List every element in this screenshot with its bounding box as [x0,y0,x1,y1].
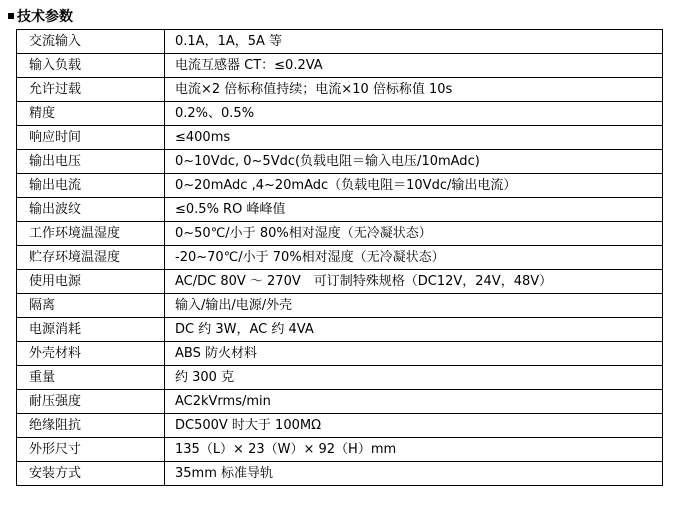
spec-label: 重量 [17,366,165,390]
spec-table [16,29,663,486]
spec-label: 输出电压 [17,150,165,174]
spec-value: 0.2%、0.5% [165,102,663,126]
spec-value: -20~70℃/小于 70%相对湿度（无冷凝状态） [165,246,663,270]
spec-value: 约 300 克 [165,366,663,390]
spec-label: 贮存环境温湿度 [17,246,165,270]
spec-label: 输入负载 [17,54,165,78]
spec-label: 使用电源 [17,270,165,294]
spec-value: ≤400ms [165,126,663,150]
table-row [17,30,663,54]
table-row [17,414,663,438]
spec-label: 电源消耗 [17,318,165,342]
spec-value: DC 约 3W，AC 约 4VA [165,318,663,342]
table-row [17,270,663,294]
section-heading-text: 技术参数 [17,9,73,25]
spec-label: 输出波纹 [17,198,165,222]
spec-label: 隔离 [17,294,165,318]
table-row [17,78,663,102]
spec-label: 耐压强度 [17,390,165,414]
spec-value: 电流×2 倍标称值持续；电流×10 倍标称值 10s [165,78,663,102]
spec-table-body [17,30,663,486]
table-row [17,102,663,126]
spec-label: 输出电流 [17,174,165,198]
spec-label: 安装方式 [17,462,165,486]
spec-value: 0~10Vdc, 0~5Vdc(负载电阻＝输入电压/10mAdc) [165,150,663,174]
table-row [17,366,663,390]
table-row [17,342,663,366]
table-row [17,462,663,486]
spec-value: 0~20mAdc ,4~20mAdc（负载电阻＝10Vdc/输出电流） [165,174,663,198]
spec-value: 135（L）× 23（W）× 92（H）mm [165,438,663,462]
spec-value: 0~50℃/小于 80%相对湿度（无冷凝状态） [165,222,663,246]
table-row [17,246,663,270]
spec-value: ABS 防火材料 [165,342,663,366]
table-row [17,126,663,150]
spec-value: DC500V 时大于 100MΩ [165,414,663,438]
table-row [17,222,663,246]
table-row [17,54,663,78]
table-row [17,318,663,342]
spec-value: 输入/输出/电源/外壳 [165,294,663,318]
spec-value: 35mm 标准导轨 [165,462,663,486]
table-row [17,390,663,414]
spec-label: 精度 [17,102,165,126]
spec-label: 外壳材料 [17,342,165,366]
spec-label: 工作环境温湿度 [17,222,165,246]
table-row [17,198,663,222]
spec-label: 外形尺寸 [17,438,165,462]
spec-label: 响应时间 [17,126,165,150]
spec-value: 0.1A，1A，5A 等 [165,30,663,54]
table-row [17,150,663,174]
spec-value: ≤0.5% RO 峰峰值 [165,198,663,222]
section-heading [8,6,73,26]
table-row [17,294,663,318]
spec-label: 允许过载 [17,78,165,102]
spec-label: 绝缘阻抗 [17,414,165,438]
table-row [17,438,663,462]
table-row [17,174,663,198]
spec-label: 交流输入 [17,30,165,54]
black-square-icon [8,13,14,19]
spec-value: AC/DC 80V ～ 270V 可订制特殊规格（DC12V，24V，48V） [165,270,663,294]
spec-value: 电流互感器 CT：≤0.2VA [165,54,663,78]
spec-value: AC2kVrms/min [165,390,663,414]
